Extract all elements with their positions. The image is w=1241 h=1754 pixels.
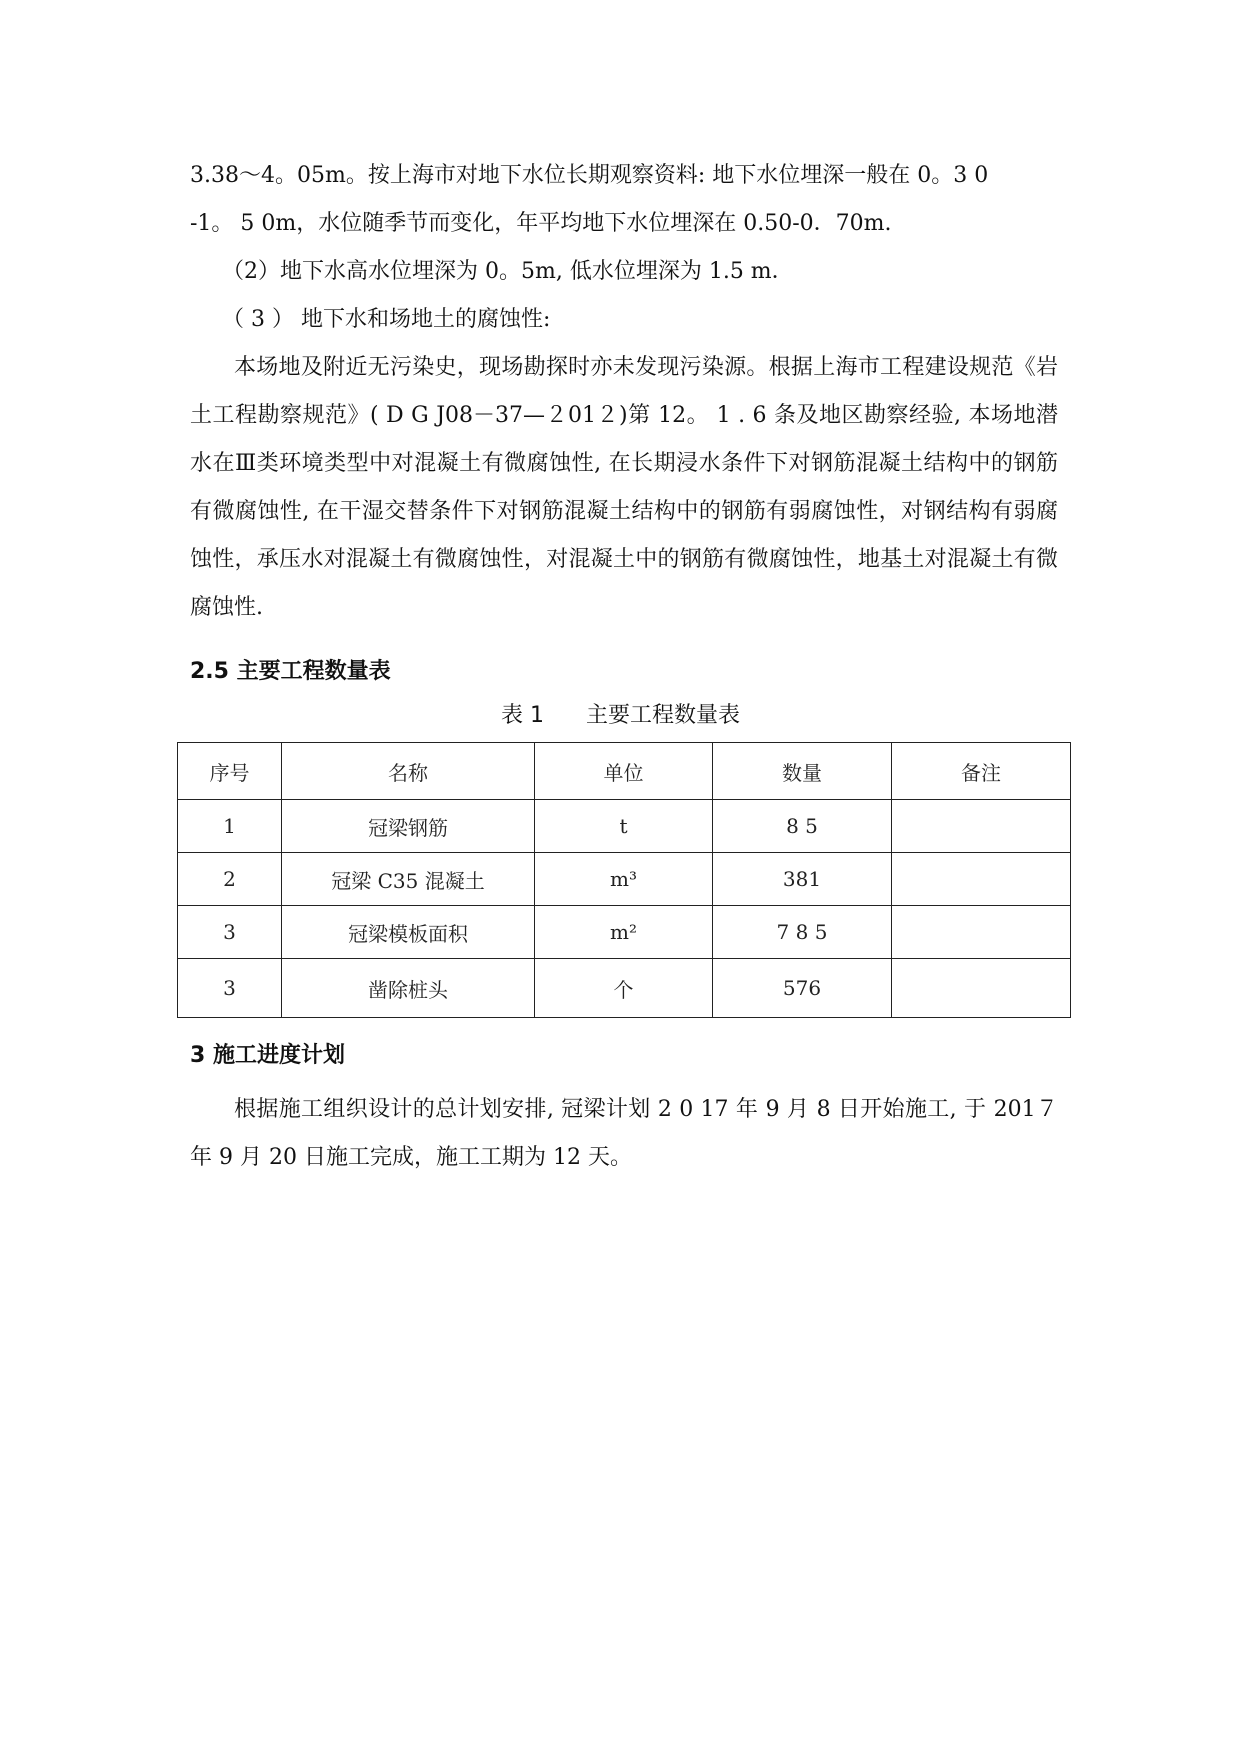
cell-unit: m³ xyxy=(535,853,713,906)
cell-name: 冠梁模板面积 xyxy=(282,906,535,959)
cell-name: 冠梁钢筋 xyxy=(282,800,535,853)
item-2-groundwater-depth: （2）地下水高水位埋深为 0。5m, 低水位埋深为 1.5 m． xyxy=(222,259,794,284)
table-row xyxy=(178,853,1071,906)
table-row xyxy=(178,959,1071,1018)
cell-qty: 7 8 5 xyxy=(713,906,892,959)
cell-no: 1 xyxy=(178,800,282,853)
table-row xyxy=(178,800,1071,853)
header-qty: 数量 xyxy=(713,743,892,800)
header-name: 名称 xyxy=(282,743,535,800)
header-unit: 单位 xyxy=(535,743,713,800)
header-no: 序号 xyxy=(178,743,282,800)
cell-no: 2 xyxy=(178,853,282,906)
intro-line-2: -1。 5 0m，水位随季节而变化，年平均地下水位埋深在 0.50-0．70m. xyxy=(190,211,892,236)
cell-qty: 8 5 xyxy=(713,800,892,853)
section-2-5-title: 2.5 主要工程数量表 xyxy=(190,659,391,684)
cell-name: 凿除桩头 xyxy=(282,959,535,1018)
schedule-paragraph: 根据施工组织设计的总计划安排, 冠梁计划 2 0 17 年 9 月 8 日开始施工, 于 201７年 9 月 20 日施工完成，施工工期为 12 天。 xyxy=(190,1097,1058,1170)
corrosion-paragraph: 本场地及附近无污染史，现场勘探时亦未发现污染源。根据上海市工程建设规范《岩土工程勘察规范》( D G J08－37—２01２)第 12。 1 . 6 条及地区勘察经验, 本场地潜水在Ⅲ类环境类型中对混凝土有微腐蚀性, 在长期浸水条件下对钢筋混凝土结构中的钢筋有微腐蚀性, 在干湿交替条件下对钢筋混凝土结构中的钢筋有弱腐蚀性，对钢结构有弱腐蚀性，承压水对混凝土有微腐蚀性，对混凝土中的钢筋有微腐蚀性，地基土对混凝土有微腐蚀性. xyxy=(190,355,1058,620)
cell-unit: m² xyxy=(535,906,713,959)
cell-note xyxy=(892,906,1071,959)
header-note: 备注 xyxy=(892,743,1071,800)
cell-name: 冠梁 C35 混凝土 xyxy=(282,853,535,906)
cell-qty: 576 xyxy=(713,959,892,1018)
cell-no: 3 xyxy=(178,906,282,959)
table-header-row xyxy=(178,743,1071,800)
quantity-table xyxy=(177,742,1071,1018)
cell-qty: 381 xyxy=(713,853,892,906)
table-caption: 表 1 主要工程数量表 xyxy=(501,703,740,728)
cell-note xyxy=(892,853,1071,906)
cell-no: 3 xyxy=(178,959,282,1018)
cell-note xyxy=(892,800,1071,853)
item-3-corrosion-heading: （ 3 ） 地下水和场地土的腐蚀性: xyxy=(222,307,551,332)
section-3-title: 3 施工进度计划 xyxy=(190,1043,345,1068)
cell-unit: 个 xyxy=(535,959,713,1018)
table-row xyxy=(178,906,1071,959)
cell-unit: t xyxy=(535,800,713,853)
intro-line-1: 3.38～4。05m。按上海市对地下水位长期观察资料: 地下水位埋深一般在 0。3 0 xyxy=(190,163,989,188)
cell-note xyxy=(892,959,1071,1018)
